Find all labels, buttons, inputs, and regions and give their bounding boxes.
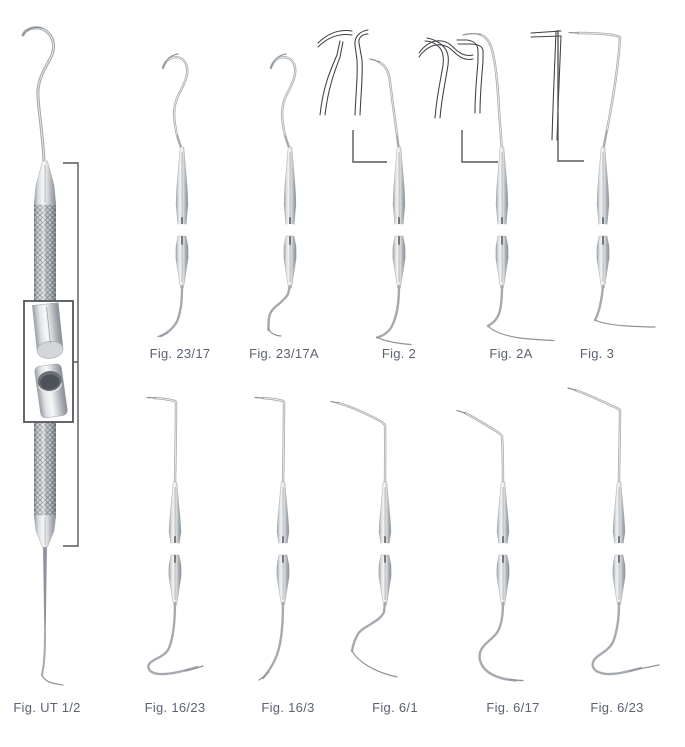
instrument-photo-fig-ut-1-2 (0, 25, 110, 690)
figure-label-fig-6-1: Fig. 6/1 (372, 700, 418, 715)
handle-end-closeup (32, 303, 64, 360)
instrument-photo-fig-6-17 (443, 362, 563, 697)
instrument-photo-fig-23-17a (230, 20, 350, 340)
instrument-photo-fig-23-17 (122, 20, 242, 340)
instrument-photo-fig-2 (339, 20, 459, 340)
figure-label-fig-ut-1-2: Fig. UT 1/2 (13, 700, 81, 715)
figure-label-fig-2: Fig. 2 (381, 346, 417, 361)
figure-label-fig-23-17a: Fig. 23/17A (249, 346, 319, 361)
instrument-photo-fig-6-1 (325, 362, 445, 697)
figure-label-fig-6-23: Fig. 6/23 (590, 700, 644, 715)
figure-label-fig-3: Fig. 3 (579, 346, 615, 361)
figure-label-fig-6-17: Fig. 6/17 (486, 700, 540, 715)
handle-detail-callout (24, 301, 73, 422)
figure-label-fig-2a: Fig. 2A (489, 346, 533, 361)
figure-label-fig-16-23: Fig. 16/23 (144, 700, 206, 715)
figure-label-fig-16-3: Fig. 16/3 (261, 700, 315, 715)
instrument-photo-fig-6-23 (559, 362, 679, 697)
instrument-photo-fig-16-23 (115, 362, 235, 697)
instrument-photo-fig-3 (543, 20, 663, 340)
figure-label-fig-23-17: Fig. 23/17 (149, 346, 211, 361)
